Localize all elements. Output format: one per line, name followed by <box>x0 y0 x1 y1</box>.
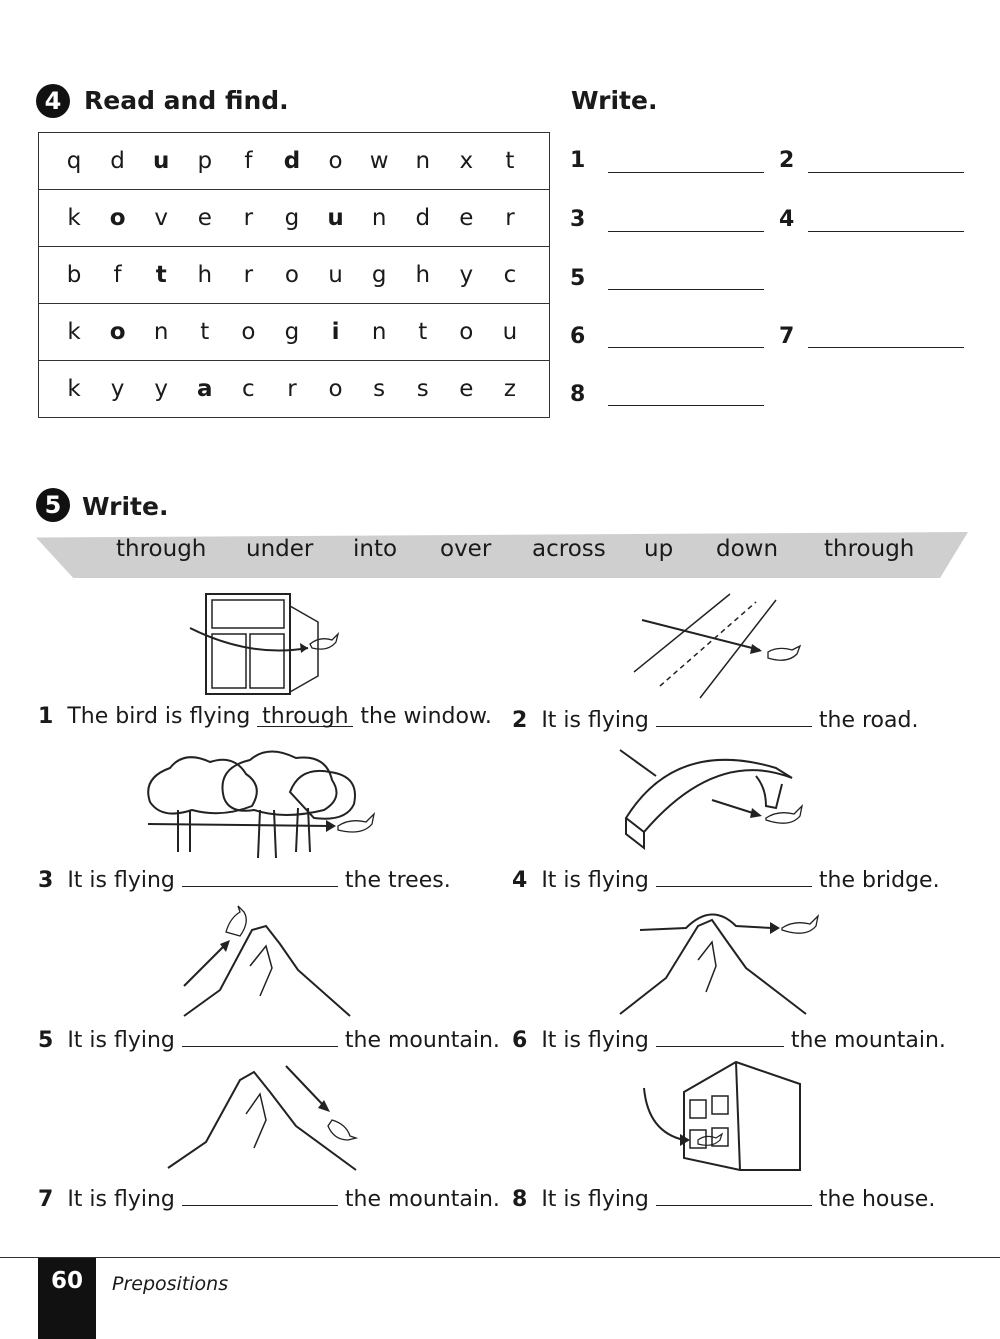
write-number-8: 8 <box>570 382 586 407</box>
write-blank-6[interactable] <box>608 347 764 348</box>
answer-5[interactable] <box>182 1024 338 1047</box>
word-bank-item: down <box>716 536 779 562</box>
write-blank-5[interactable] <box>608 289 764 290</box>
write-blank-2[interactable] <box>808 172 964 173</box>
write-number-4: 4 <box>779 207 795 232</box>
word-bank-item: across <box>532 536 606 562</box>
trees-illustration <box>140 752 400 862</box>
word-search-grid <box>38 132 550 418</box>
answer-2[interactable] <box>656 704 812 727</box>
write-blank-1[interactable] <box>608 172 764 173</box>
write-number-7: 7 <box>779 324 795 349</box>
grid-row-1: q d u p f d o w n x t <box>66 148 515 174</box>
write-blank-4[interactable] <box>808 231 964 232</box>
sentence-2: 2 It is flying the road. <box>512 704 918 733</box>
answer-4[interactable] <box>656 864 812 887</box>
answer-8[interactable] <box>656 1183 812 1206</box>
mountain-up-illustration <box>180 906 360 1018</box>
exercise-5-title: Write. <box>82 492 169 521</box>
write-blank-7[interactable] <box>808 347 964 348</box>
section-title: Prepositions <box>112 1273 229 1295</box>
write-number-1: 1 <box>570 148 586 173</box>
mountain-down-illustration <box>166 1062 376 1174</box>
sentence-7: 7 It is flying the mountain. <box>38 1183 500 1212</box>
bridge-illustration <box>616 748 826 858</box>
exercise-4-badge: 4 <box>36 84 70 118</box>
exercise-4-write-title: Write. <box>571 86 658 115</box>
write-blank-3[interactable] <box>608 231 764 232</box>
word-bank-item: through <box>824 536 915 562</box>
word-bank-item: into <box>353 536 398 562</box>
sentence-5: 5 It is flying the mountain. <box>38 1024 500 1053</box>
grid-row-2: k o v e r g u n d e r <box>67 205 515 231</box>
sentence-4: 4 It is flying the bridge. <box>512 864 940 893</box>
word-bank-item: over <box>440 536 492 562</box>
answer-3[interactable] <box>182 864 338 887</box>
write-number-5: 5 <box>570 266 586 291</box>
mountain-over-illustration <box>616 906 836 1018</box>
window-illustration <box>190 586 350 696</box>
sentence-8: 8 It is flying the house. <box>512 1183 935 1212</box>
word-bank-item: through <box>116 536 207 562</box>
exercise-4-title: Read and find. <box>84 86 289 115</box>
house-illustration <box>640 1062 810 1174</box>
write-number-6: 6 <box>570 324 586 349</box>
answer-7[interactable] <box>182 1183 338 1206</box>
grid-row-5: k y y a c r o s s e z <box>67 376 516 402</box>
write-number-2: 2 <box>779 148 795 173</box>
word-bank-item: up <box>644 536 674 562</box>
sentence-6: 6 It is flying the mountain. <box>512 1024 946 1053</box>
road-illustration <box>630 590 820 700</box>
exercise-5-badge: 5 <box>36 488 70 522</box>
write-blank-8[interactable] <box>608 405 764 406</box>
grid-row-4: k o n t o g i n t o u <box>67 319 518 345</box>
word-bank-item: under <box>246 536 314 562</box>
write-number-3: 3 <box>570 207 586 232</box>
answer-1[interactable]: through <box>257 704 353 727</box>
sentence-3: 3 It is flying the trees. <box>38 864 451 893</box>
answer-6[interactable] <box>656 1024 784 1047</box>
sentence-1: 1 The bird is flying through the window. <box>38 704 492 729</box>
footer-divider <box>0 1257 1000 1258</box>
grid-row-3: b f t h r o u g h y c <box>66 262 517 288</box>
page-number: 60 <box>38 1258 96 1339</box>
